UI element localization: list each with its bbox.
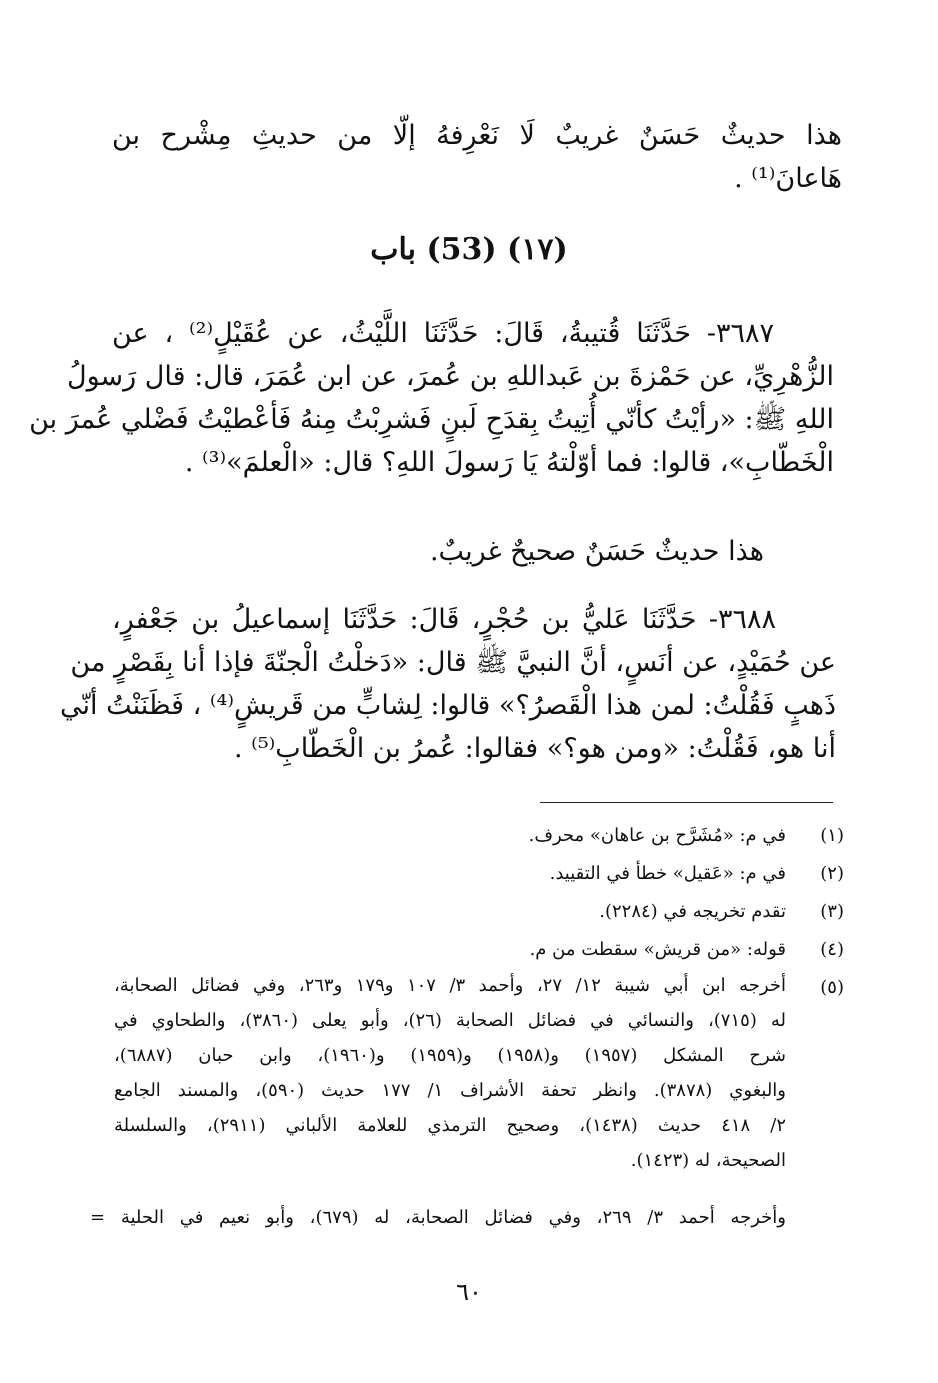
footnote-3-number: (٣) [820,901,844,922]
chapter-heading: (١٧) (53) باب [370,232,568,267]
footnote-5-line-4: والبغوي (٣٨٧٨). وانظر تحفة الأشراف ١/ ١٧٧ حديث (٥٩٠)، والمسند الجامع [114,1080,786,1101]
hadith-3687-line-2: الزُّهْرِيِّ، عن حَمْزةَ بن عَبداللهِ بن عُمرَ، عن ابن عُمَرَ، قال: قال رَسولُ [66,361,834,392]
footnote-5-text [114,968,786,1178]
footnote-separator [540,802,833,803]
hadith-3687 [29,312,834,484]
hadith-3687-line-3: اللهِ ﷺ: «رأيْتُ كأنّي أُتِيتُ بِقدَحِ لَبنٍ فَشرِبْتُ مِنهُ فَأعْطيْتُ فَضْلي عُمرَ بن [29,404,834,435]
footnote-1-text: في م: «مُشَرَّح بن عاهان» محرف. [528,825,786,846]
page-number: ٦٠ [456,1278,482,1306]
footnote-4-text: قوله: «من قريش» سقطت من م. [529,939,786,960]
intro-line-1: هذا حديثٌ حَسَنٌ غريبٌ لَا نَعْرِفهُ إلّا من حديثِ مِشْرح بن [112,120,842,151]
hadith-3688 [60,598,836,770]
footnote-5-continuation: وأخرجه أحمد ٣/ ٢٦٩، وفي فضائل الصحابة، له (٦٧٩)، وأبو نعيم في الحلية = [90,1207,786,1228]
footnote-5-number: (٥) [820,977,844,998]
intro-line-2: هَاعانَ⁽¹⁾ . [734,163,842,194]
hadith-3688-line-4: أنا هو، فَقُلْتُ: «ومن هو؟» فقالوا: عُمرُ بن الْخَطّابِ⁽⁵⁾ . [234,733,836,764]
footnote-5-line-5: ٢/ ٤١٨ حديث (١٤٣٨)، وصحيح الترمذي للعلامة الألباني (٢٩١١)، والسلسلة [114,1115,786,1136]
hadith-3687-line-4: الْخَطّابِ»، قالوا: فما أوّلْتهُ يَا رَسولَ اللهِ؟ قال: «الْعلمَ»⁽³⁾ . [184,447,834,478]
footnote-3-text: تقدم تخريجه في (٢٢٨٤). [599,901,786,922]
footnote-5-line-2: له (٧١٥)، والنسائي في فضائل الصحابة (٢٦)، وأبو يعلى (٣٨٦٠)، والطحاوي في [114,1010,786,1031]
hadith-3688-line-2: عن حُمَيْدٍ، عن أنَسٍ، أنَّ النبيَّ ﷺ قال: «دَخلْتُ الْجنّةَ فإذا أنا بِقَصْرٍ من [70,647,836,678]
footnote-2-text: في م: «عَقيل» خطأ في التقييد. [549,863,786,884]
hadith-3688-line-1: ٣٦٨٨- حَدَّثَنَا عَليُّ بن حُجْرٍ، قَالَ: حَدَّثَنَا إسماعيلُ بن جَعْفرٍ، [112,604,776,635]
intro-paragraph [112,114,842,200]
footnote-5-line-3: شرح المشكل (١٩٥٧) و(١٩٥٨) و(١٩٥٩) و(١٩٦٠)، وابن حبان (٦٨٨٧)، [114,1045,786,1066]
footnote-1-number: (١) [820,825,844,846]
footnote-4-number: (٤) [820,939,844,960]
hadith-3688-line-3: ذَهبٍ فَقُلْتُ: لمن هذا الْقَصرُ؟» قالوا: لِشابٍّ من قَريشٍ⁽⁴⁾ ، فَظَنَنْتُ أنّي [60,690,836,721]
hadith-3687-grade: هذا حديثٌ حَسَنٌ صحيحٌ غريبٌ. [429,536,764,567]
footnote-2-number: (٢) [820,863,844,884]
footnote-5-line-1: أخرجه ابن أبي شيبة ١٢/ ٢٧، وأحمد ٣/ ١٠٧ و١٧٩ و٢٦٣، وفي فضائل الصحابة، [114,975,786,996]
hadith-3687-line-1: ٣٦٨٧- حَدَّثَنَا قُتيبةُ، قَالَ: حَدَّثَنَا اللَّيْثُ، عن عُقَيْلٍ⁽²⁾ ، عن [112,318,774,349]
footnote-5-line-6: الصحيحة، له (١٤٢٣). [630,1150,786,1171]
